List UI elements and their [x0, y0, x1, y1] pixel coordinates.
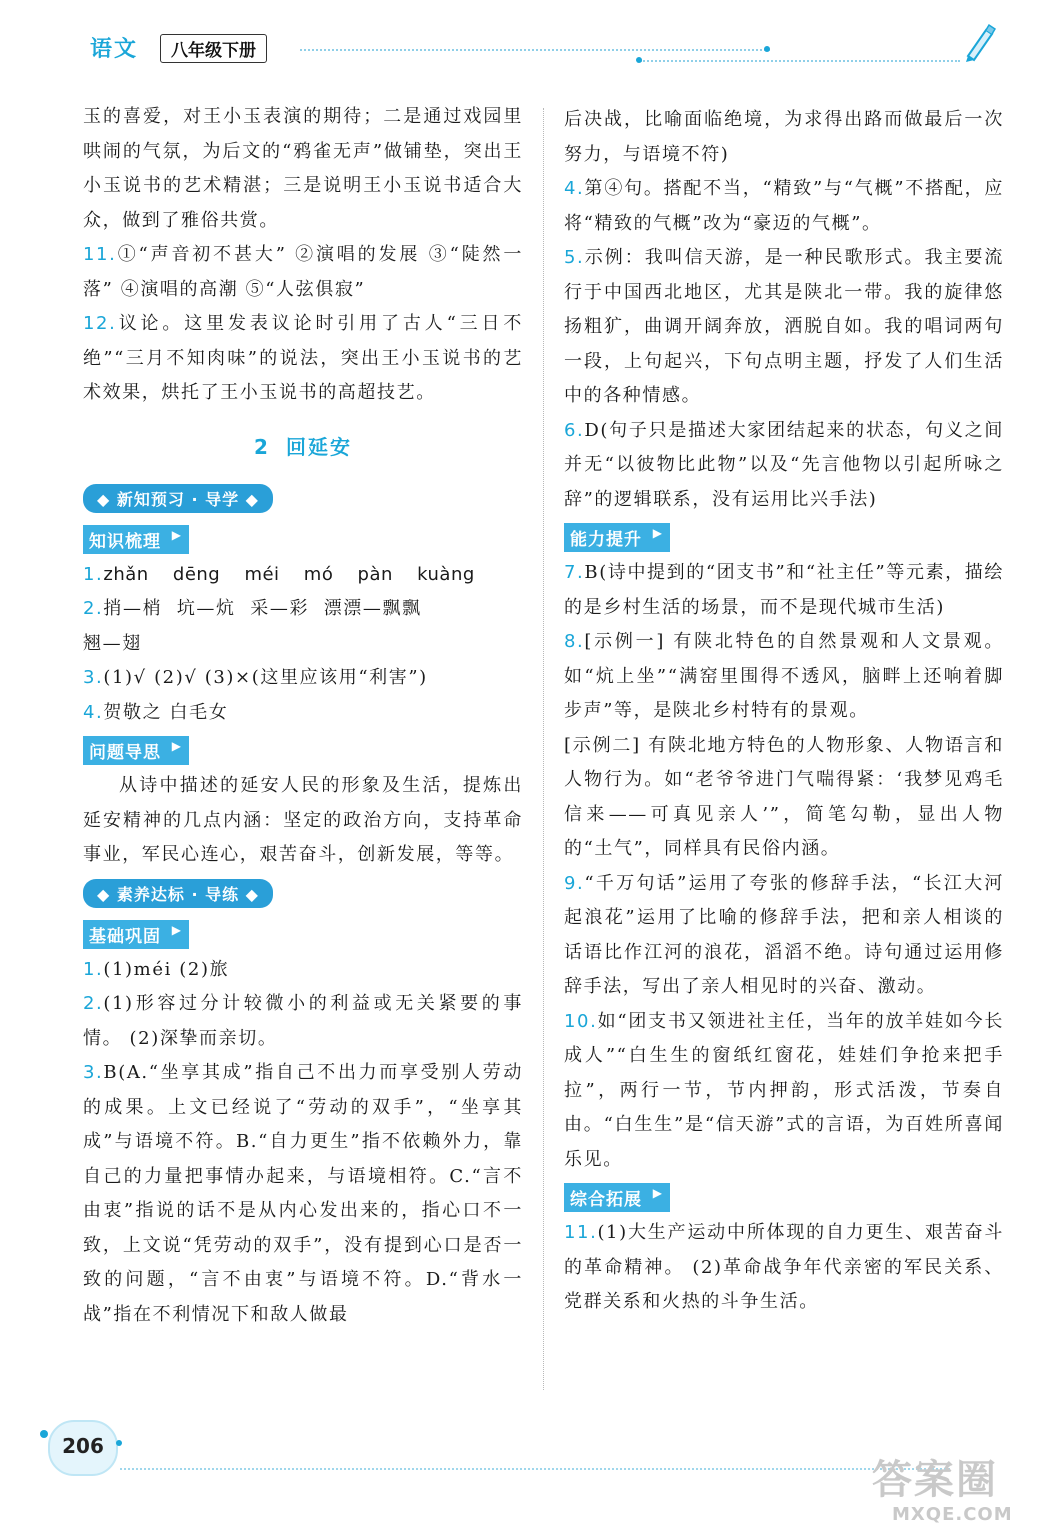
tag-row	[564, 517, 1004, 556]
section-title: 回延安	[285, 434, 352, 459]
header-dotted-line	[640, 60, 960, 62]
preview-banner: ◆ 新知预习 · 导学 ◆	[83, 484, 273, 513]
question-number: 2.	[83, 598, 104, 619]
question-number: 10.	[564, 1010, 598, 1032]
question-number: 11.	[564, 1222, 598, 1243]
answer-text: (1)méi (2)旅	[103, 958, 230, 980]
watermark-url: MXQE.COM	[892, 1504, 1013, 1525]
tag-row	[83, 914, 523, 953]
answer-10	[564, 1005, 1004, 1178]
tag-row	[83, 519, 523, 558]
answer-text: B(诗中提到的“团支书”和“社主任”等元素，描绘的是乡村生活的场景，而不是现代城市生活)	[564, 562, 1004, 618]
answer-text: 示例：我叫信天游，是一种民歌形式。我主要流行于中国西北地区，尤其是陕北一带。我的旋律悠扬粗犷，曲调开阔奔放，洒脱自如。我的唱词两句一段，上句起兴，下句点明主题，抒发了人们生活中的各种情感。	[564, 247, 1004, 406]
question-number: 12.	[83, 313, 117, 334]
answer-text: [示例一] 有陕北特色的自然景观和人文景观。如“炕上坐”“满窑里围得不透风，脑畔上还响着脚步声”等，是陕北乡村特有的景观。	[564, 631, 1004, 721]
question-number: 3.	[83, 667, 104, 688]
basics-3	[83, 1056, 523, 1332]
question-number: 8.	[564, 631, 585, 652]
subject-title: 语文	[90, 37, 139, 62]
question-number: 11.	[83, 244, 117, 265]
answer-text: D(句子只是描述大家团结起来的状态，句义之间并无“以彼物比此物”以及“先言他物以引起所咏之辞”的逻辑联系，没有运用比兴手法)	[564, 419, 1004, 510]
answer-text: 第④句。搭配不当，“精致”与“气概”不搭配，应将“精致的气概”改为“豪迈的气概”。	[564, 178, 1004, 234]
question-number: 4.	[83, 701, 104, 723]
practice-banner: ◆ 素养达标 · 导练 ◆	[83, 879, 273, 908]
answer-text: (1)√ (2)√ (3)×(这里应该用“利害”)	[103, 667, 428, 688]
column-divider	[543, 108, 544, 1390]
answer-text: 捎—梢 坑—炕 采—彩 漂漂—飘飘	[103, 598, 422, 619]
question-number: 7.	[564, 562, 585, 583]
ability-tag: 能力提升 ▶	[564, 523, 670, 552]
grade-label: 八年级下册	[160, 34, 267, 63]
answer-text: 议论。这里发表议论时引用了古人“三日不绝”“三月不知肉味”的说法，突出王小玉说书的艺术效果，烘托了王小玉说书的高超技艺。	[83, 313, 523, 403]
question-number: 2.	[83, 993, 104, 1014]
header-dot	[636, 57, 642, 63]
knowledge-2	[83, 592, 523, 627]
answer-6	[564, 414, 1004, 518]
question-number: 9.	[564, 872, 585, 894]
pinyin-answer: zhǎn dēng méi mó pàn kuàng	[103, 563, 475, 585]
answer-text: 贺敬之 白毛女	[103, 701, 229, 723]
right-column	[564, 103, 1004, 1320]
question-number: 3.	[83, 1062, 104, 1083]
answer-text: 如“团支书又领进社主任，当年的放羊娃如今长成人”“白生生的窗纸红窗花，娃娃们争抢来把手拉”，两行一节，节内押韵，形式活泼，节奏自由。“白生生”是“信天游”式的言语，为百姓所喜闻乐见。	[564, 1010, 1004, 1170]
knowledge-4	[83, 696, 523, 731]
basics-1	[83, 953, 523, 988]
knowledge-2-cont: 翘—翅	[83, 632, 142, 654]
basics-tag: 基础巩固 ▶	[83, 920, 189, 949]
extension-tag: 综合拓展 ▶	[564, 1183, 670, 1212]
answer-continuation: 后决战，比喻面临绝境，为求得出路而做最后一次努力，与语境不符)	[564, 109, 1004, 165]
question-number: 6.	[564, 419, 585, 441]
page-number: 206	[62, 1434, 104, 1458]
answer-text: “千万句话”运用了夸张的修辞手法，“长江大河起浪花”运用了比喻的修辞手法，把和亲人相谈的话语比作江河的浪花，滔滔不绝。诗句通过运用修辞手法，写出了亲人相见时的兴奋、激动。	[564, 872, 1004, 997]
tag-row	[564, 1177, 1004, 1216]
answer-8-example-2: [示例二] 有陕北地方特色的人物形象、人物语言和人物行为。如“老爷爷进门气喘得紧：‘我梦见鸡毛信来——可真见亲人’”，简笔勾勒，显出人物的“土气”，同样具有民俗内涵。	[564, 734, 1004, 859]
page-number-badge	[48, 1420, 118, 1476]
answer-text: (1)形容过分计较微小的利益或无关紧要的事情。 (2)深挚而亲切。	[83, 993, 523, 1049]
guide-text: 从诗中描述的延安人民的形象及生活，提炼出延安精神的几点内涵：坚定的政治方向，支持革命事业，军民心连心，艰苦奋斗，创新发展，等等。	[83, 775, 523, 865]
header-dotted-line	[300, 49, 770, 51]
knowledge-1	[83, 558, 523, 593]
question-number: 1.	[83, 563, 104, 585]
footer-dot	[40, 1430, 48, 1438]
header-dot	[764, 46, 770, 52]
answer-12	[83, 307, 523, 411]
knowledge-3	[83, 661, 523, 696]
watermark-logo-text: 答案圈	[872, 1457, 998, 1503]
answer-text: ①“声音初不甚大” ②演唱的发展 ③“陡然一落” ④演唱的高潮 ⑤“人弦俱寂”	[83, 244, 523, 300]
answer-4	[564, 172, 1004, 241]
answer-9	[564, 867, 1004, 1005]
question-number: 1.	[83, 958, 104, 980]
basics-2	[83, 987, 523, 1056]
answer-11	[83, 238, 523, 307]
footer-dot	[116, 1440, 122, 1446]
left-column	[83, 100, 523, 1332]
pencil-icon	[962, 22, 996, 62]
answer-8	[564, 625, 1004, 729]
question-number: 4.	[564, 178, 585, 199]
answer-text: (1)大生产运动中所体现的自力更生、艰苦奋斗的革命精神。 (2)革命战争年代亲密的军民关系、党群关系和火热的斗争生活。	[564, 1222, 1004, 1312]
section-heading	[83, 431, 523, 460]
answer-continuation: 玉的喜爱，对王小玉表演的期待；二是通过戏园里哄闹的气氛，为后文的“鸦雀无声”做铺垫，突出王小玉说书的艺术精湛；三是说明王小玉说书适合大众，做到了雅俗共赏。	[83, 106, 523, 231]
question-number: 5.	[564, 247, 585, 268]
answer-5	[564, 241, 1004, 414]
answer-7	[564, 556, 1004, 625]
footer-dotted-line	[120, 1468, 950, 1470]
section-number: 2	[254, 434, 270, 459]
page-header	[0, 0, 1044, 70]
tag-row	[83, 730, 523, 769]
guide-tag: 问题导思 ▶	[83, 736, 189, 765]
answer-text: B(A.“坐享其成”指自己不出力而享受别人劳动的成果。上文已经说了“劳动的双手”，“坐享其成”与语境不符。B.“自力更生”指不依赖外力，靠自己的力量把事情办起来，与语境相符。C.“言不由衷”指说的话不是从内心发出来的，指心口不一致，上文说“凭劳动的双手”，没有提到心口是否一致的问题，“言不由衷”与语境不符。D.“背水一战”指在不利情况下和敌人做最	[83, 1062, 523, 1325]
knowledge-tag: 知识梳理 ▶	[83, 525, 189, 554]
answer-11	[564, 1216, 1004, 1320]
site-watermark	[868, 1448, 1028, 1528]
